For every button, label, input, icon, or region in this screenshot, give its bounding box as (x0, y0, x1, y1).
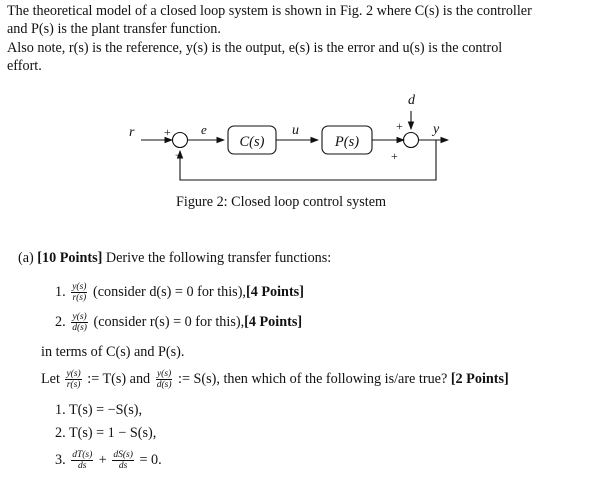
option-3 (55, 450, 162, 471)
option-1-num: 1. (55, 402, 66, 418)
item-2-points: [4 Points] (244, 313, 303, 330)
item-2-frac-den: d(s) (72, 323, 87, 333)
item-2-num: 2. (55, 313, 66, 330)
let-points: [2 Points] (450, 370, 509, 387)
label-u: u (292, 123, 299, 138)
let-fraction-1 (65, 369, 81, 390)
option-3-frac1-den: ds (77, 461, 87, 471)
let-fraction-2 (156, 369, 173, 390)
summing-junction-1 (173, 133, 188, 148)
sum2-plus-top: + (396, 119, 403, 133)
summing-junction-2 (404, 133, 419, 148)
item-1-text: (consider d(s) = 0 for this), (92, 283, 246, 300)
item-1-frac-num: y(s) (72, 282, 87, 292)
let-frac2-den: d(s) (156, 380, 172, 390)
item-2-frac-num: y(s) (72, 312, 87, 322)
option-3-fraction-2 (112, 450, 134, 471)
option-3-plus: + (98, 451, 107, 468)
item-2 (55, 312, 302, 333)
let-word: Let (41, 370, 60, 387)
option-3-frac1-num: dT(s) (72, 450, 93, 460)
item-2-fraction (71, 312, 88, 333)
option-3-frac2-den: ds (118, 461, 128, 471)
option-3-tail: = 0. (139, 451, 162, 468)
item-1-fraction (71, 282, 87, 303)
let-line (41, 369, 509, 390)
option-3-num: 3. (55, 451, 66, 468)
option-3-frac2-num: dS(s) (113, 450, 133, 460)
item-1-frac-den: r(s) (72, 293, 87, 303)
option-3-fraction-1 (71, 450, 93, 471)
let-frac2-num: y(s) (156, 369, 172, 379)
label-d: d (408, 93, 415, 108)
option-2 (55, 425, 156, 442)
intro-line-4: effort. (7, 58, 42, 74)
in-terms-line: in terms of C(s) and P(s). (41, 344, 185, 360)
option-1-text: T(s) = −S(s), (68, 402, 143, 418)
intro-line-1: The theoretical model of a closed loop system is shown in Fig. 2 where C(s) is the controller (7, 3, 532, 19)
let-def-1: := T(s) and (87, 370, 151, 387)
let-frac1-num: y(s) (66, 369, 81, 379)
item-2-text: (consider r(s) = 0 for this), (93, 313, 245, 330)
part-a-header (18, 250, 331, 267)
controller-label: C(s) (239, 134, 265, 150)
item-1-points: [4 Points] (245, 283, 304, 300)
label-y: y (433, 122, 440, 137)
part-a-points: [10 Points] (37, 250, 103, 266)
sum1-plus-sign: + (164, 125, 171, 139)
let-def-2: := S(s), then which of the following is/are true? (178, 370, 448, 387)
option-2-num: 2. (55, 425, 66, 441)
plant-label: P(s) (334, 134, 360, 150)
item-1 (55, 282, 304, 303)
let-frac1-den: r(s) (66, 380, 81, 390)
part-a-prompt: Derive the following transfer functions: (105, 250, 332, 266)
sum1-minus-sign: − (175, 148, 182, 162)
block-diagram (0, 0, 615, 200)
option-2-text: T(s) = 1 − S(s), (68, 425, 157, 441)
label-r: r (129, 125, 135, 140)
sum2-plus-left: + (391, 149, 398, 163)
label-e: e (201, 122, 207, 137)
option-1 (55, 402, 142, 419)
figure-caption: Figure 2: Closed loop control system (176, 194, 387, 210)
item-1-num: 1. (55, 283, 66, 300)
intro-line-2: and P(s) is the plant transfer function. (7, 21, 221, 37)
intro-line-3: Also note, r(s) is the reference, y(s) is the output, e(s) is the error and u(s) is the control (7, 40, 503, 56)
part-a-tag: (a) (18, 250, 34, 266)
